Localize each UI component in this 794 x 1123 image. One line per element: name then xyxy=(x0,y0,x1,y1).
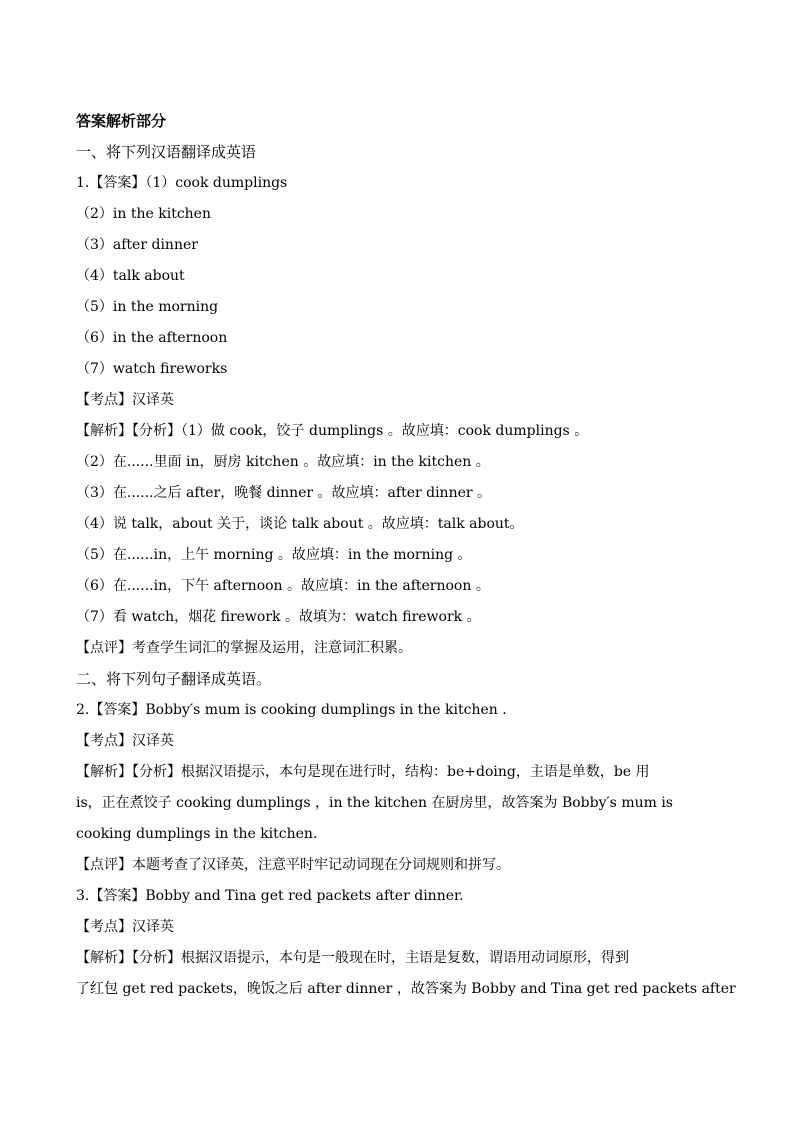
text-line: 【解析】【分析】（1）做 cook，饺子 dumplings 。故应填：cook dumplings 。 xyxy=(76,423,589,439)
section-heading: 一、将下列汉语翻译成英语 xyxy=(76,143,257,161)
text-line: （7）watch fireworks xyxy=(76,361,228,377)
text-line: （7）看 watch，烟花 firework 。故填为：watch firework 。 xyxy=(76,609,481,625)
text-line: （5）in the morning xyxy=(76,299,219,315)
text-line: （2）在......里面 in，厨房 kitchen 。故应填：in the kitchen 。 xyxy=(76,454,490,470)
text-line: 【解析】【分析】根据汉语提示，本句是一般现在时，主语是复数，谓语用动词原形，得到 xyxy=(76,950,629,966)
page-title: 答案解析部分 xyxy=(76,112,167,130)
text-line: 【考点】汉译英 xyxy=(76,733,174,749)
text-line: 【解析】【分析】根据汉语提示，本句是现在进行时，结构：be+doing，主语是单数，be 用 xyxy=(76,764,650,780)
answer-analysis xyxy=(76,106,736,1005)
text-line: 了红包 get red packets，晚饭之后 after dinner ，故答案为 Bobby and Tina get red packets after xyxy=(76,981,736,997)
text-line: cooking dumplings in the kitchen. xyxy=(76,826,318,842)
text-line: （4）talk about xyxy=(76,268,185,284)
text-line: （4）说 talk，about 关于，谈论 talk about 。故应填：talk about。 xyxy=(76,516,524,532)
text-line: 【考点】汉译英 xyxy=(76,919,174,935)
text-line: 【考点】汉译英 xyxy=(76,392,174,408)
text-line: 2.【答案】Bobby′s mum is cooking dumplings in the kitchen . xyxy=(76,702,507,718)
text-line: 3.【答案】Bobby and Tina get red packets after dinner. xyxy=(76,888,464,904)
text-line: （6）在......in，下午 afternoon 。故应填：in the afternoon 。 xyxy=(76,578,490,594)
text-line: （3）在......之后 after，晚餐 dinner 。故应填：after dinner 。 xyxy=(76,485,492,501)
text-line: （6）in the afternoon xyxy=(76,330,228,346)
text-line: 1.【答案】（1）cook dumplings xyxy=(76,175,288,191)
text-line: 【点评】考查学生词汇的掌握及运用，注意词汇积累。 xyxy=(76,640,412,656)
document-body xyxy=(76,137,736,1005)
text-line: （5）在......in，上午 morning 。故应填：in the morning 。 xyxy=(76,547,472,563)
text-line: is，正在煮饺子 cooking dumplings ，in the kitchen 在厨房里，故答案为 Bobby′s mum is xyxy=(76,795,673,811)
text-line: （3）after dinner xyxy=(76,237,198,253)
section-heading: 二、将下列句子翻译成英语。 xyxy=(76,670,272,688)
text-line: （2）in the kitchen xyxy=(76,206,211,222)
text-line: 【点评】本题考查了汉译英，注意平时牢记动词现在分词规则和拼写。 xyxy=(76,857,510,873)
